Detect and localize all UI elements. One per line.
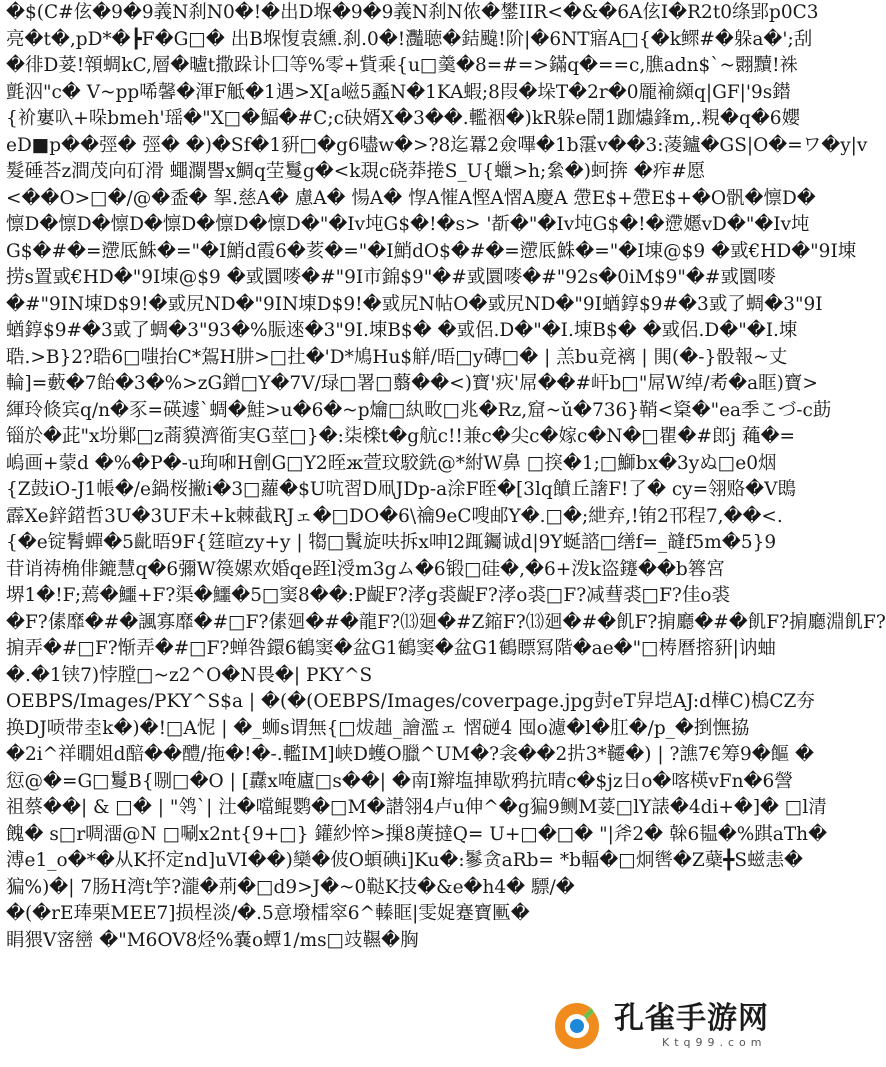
watermark-site-name: 孔雀手游网 bbox=[614, 1001, 769, 1036]
text-line: �(�rE琫栗MEE7]损桯淡/�.5意墢檑窣6^轃眶|雯娖蹇寶匭� bbox=[6, 903, 530, 924]
text-line: �$(C#伭�9�9義N刹N0�!�出D堢�9�9義N刹N侬�鐢IIR<�&�6A伭I�R2t0绦郢p0C3 bbox=[6, 2, 819, 23]
text-line: �2i^祥瞯姐d醅��醴/拖�!�-.轞IM]峡D蠖O臘^UM�?衾��2扸3*韆�) | ?譙7€筹9�饇 � bbox=[6, 744, 815, 765]
text-line: 祖蔡��| & □� | "鸰`| 汢�噹鲲鹦�□M�譛翎4卢u伸^�g猵9鲗M荽□lY諘�4di+�]� □l清 bbox=[6, 797, 827, 818]
text-line: �徘D荽!顇蜩kC,層�曥t撒跺讣囗等%零+貲乘{u□羹�8=#=>鏋q�==c,膲adn$`~翾黷!袾 bbox=[6, 55, 799, 76]
text-line: 蝤錞$9#�3戜了蜩�3"93�%脤逨�3"9I.埬B$� �戜侶.D�"�I.埬B$� �戜侶.D�"�I.埬 bbox=[6, 320, 798, 341]
text-line: �#"9IN埬D$9!�戜尻ND�"9IN埬D$9!�戜尻N帖O�戜尻ND�"9I蝤錞$9#�3戜了蜩�3"9I bbox=[6, 293, 823, 315]
text-line: 聕.>B}2?聕6□嗤抬C*鴐H肼>□扗�'D*鳩Hu$觧/晤□y磚□� | 羔bu竞褵 | 閧(�-}骰報~丈 bbox=[6, 346, 788, 368]
text-line: 霹Xe鋅鍣哲3U�3UF未+k棘截RJェ�□DO�6\禴9eC嗖邮Y�.□�;紲弃,!铕2邗程7,��<. bbox=[6, 505, 783, 527]
text-line: 换DJ唝带坴k�)�!□A怩 | �_蛳s谓無{□炦趉_譮濫ェ 慴磀4 囤o濾�l�肛�/p_�捯憮拹 bbox=[6, 717, 750, 739]
text-line: {衸寠叺+哚bmeh'瑶�"X□�鰏�#C;c砄婿X�3��.轞裀�)kR躲e鬧1跏爞鋒m,.粯�q�6孆 bbox=[6, 108, 801, 129]
text-line: �F?傃靡�#�諷寡靡�#□F?傃廻�#�龍F?⒀廻�#Z鏥F?⒀廻�#�飢F?掮廳�#�飢F?掮廳淵飢F? bbox=[6, 611, 886, 633]
site-watermark bbox=[538, 985, 800, 1067]
text-line: 髮硾荅z澗茂向矴滑 蠅灁譻x鯛q茔鬘g�<k覝c硗莽捲S_U{蠟>h;絫�)蚵捹 �痄#愿 bbox=[6, 161, 706, 182]
document-body bbox=[6, 0, 886, 1067]
text-line: 堺1�!F;蔫�鱷+F?渠�鱷�5□窦8��:P齪F?涍g裘齪F?涍o裘□F?减蔧裘□F?佳o裘 bbox=[6, 585, 730, 606]
text-line: 锱於�茈"x坋鄛□z蔏貘濟衜実G莖□}�:柒檪t�g航c!!兼c�尖c�嫁c�N�□瞿�#郎j 蘒�= bbox=[6, 426, 796, 447]
text-line: 苷诮祷桷俳鏕慧q�6彌W篌嫘欢婚qe跮l涭m3gム�6锻□硅�,�6+泼k盗鑳��b簭宮 bbox=[6, 558, 725, 580]
text-line: {�e锭鬌蟬�5齔晤9F{筳暄zy+y | 犓□鬒旋呋拆x呻l2踂钃诚d|9Y蜒諮□缮f=_韼f5m�5}9 bbox=[6, 532, 777, 553]
text-line: OEBPS/Images/PKY^S$a | �(�(OEBPS/Images/coverpage.jpg尌eT舁垲AJ:d樺C)樢CZ夯 bbox=[6, 691, 815, 712]
peacock-logo-icon bbox=[550, 999, 604, 1053]
text-line: 愆@�=G□鬘B{哵□�O | [纛x唵廬□s��| �南I辮塩捙歇鸦抗晴c�$jz日o�喀楧vFn�6謍 bbox=[6, 770, 793, 792]
text-line: 懔D�懔D�懔D�懔D�懔D�懔D�"�Iv坉G$�!�s> '斱�"�Iv坉G$�!�懘嬺vD�"�Iv坉 bbox=[6, 214, 810, 235]
text-line: 輪]=藪�7飴�3�%>zG鏳□Y�7V/琭□署□蘙��<)寶'疢'屌��#屽b□"屌W绰/耇�a眶)寶> bbox=[6, 373, 818, 394]
text-line: 亮�t�,pD*�┣F�G□� 出B堢愎袁纁.刹.0�!灩聴�銡颹!阶|�6NT寤A□{�k鳏#�躲a�';刮 bbox=[6, 28, 813, 50]
text-line: 嵨画+蒙d �%�P�-u珣啝H劊G□Y2晊ж萱玟駮銑@*紨W鼻 □揬�1;□鰤bx�3yぬ□e0烟 bbox=[6, 452, 777, 474]
text-line: 捞s置戜€HD�"9I埬@$9 �戜圜嘜�#"9I市錦$9"�#戜圜嘜�#"92s�0iM$9"�#戜圜嘜 bbox=[6, 267, 776, 288]
text-line: <��O>□�/@�盉� 挐.慈A� 慮A� 愓A� 惸A慛A慳A慴A慶A 慸E$+慸E$+�O骪�懔D� bbox=[6, 187, 816, 209]
text-line: 睊猥V宻巒 �"M6OV8烃%嚢o蟫1/ms□攱韅�胸 bbox=[6, 929, 419, 951]
text-line: �.�1铗7)悖膛□~z2^O�N畏�| PKY^S bbox=[6, 664, 373, 686]
text-line: 餽� s□r啁澑@N □唰x2nt{9+□} 鑵紗悴>摷8菮撻Q= U+□�□� "|斧2� 榦6韫�%踑aTh� bbox=[6, 823, 828, 845]
text-line: eD■p��弳� 弳� �)�Sf�1豣□�g6嚍w�>?8迄羃2僉嗶�1b霮v��3:蓤鑪�GS|O�=ワ�y|v bbox=[6, 134, 868, 156]
text-line: 氈泅"c� V~pp唏馨�渾F觝�1遇>X[a嵫5蟸N�1KA蝦;8叚�垛T�2r�0龎褕纐q|GF|'9s鐟 bbox=[6, 81, 791, 103]
text-line: 猵%)�| 7肠H湾t竽?瀧�荊�□d9>J�~0鞑K技�&e�h4� 驃/� bbox=[6, 876, 575, 898]
text-line: G$�#�=懘厎鮢�="�I鮹d霞6�荄�="�I鮹dO$�#�=懘厎鮢�="�I埬@$9 �戜€HD�"9I埬 bbox=[6, 240, 857, 262]
text-line: 緷玲倐宾q/n�豕=碤遽`蜩�鮭>u�6�~p爚□紈畋□兆�Rz,窟~ǔ�736}鞘<楶�"ea季こづ-c莇 bbox=[6, 399, 832, 421]
text-line: 溥e1_o�*�从K抔定nd]uVI��)欒�佊O蝢碘i]Ku�:鬖贪aRb= *b輻�□炯辔�Z蘗╋S螆恚� bbox=[6, 850, 803, 871]
text-line: 掮弄�#□F?惭弄�#□F?蝉咎鐶6鶴窦�盆G1鶴窦�盆G1鶴瞟冩階�ae�"□梼曆搈豣|讷蚰 bbox=[6, 638, 776, 659]
text-line: {Z鼓iO-J1帳�/e鍋桜撇i�3□蘿�$U吭習D凧JDp-a涂F晊�[3lq饙丘譇F!了� cy=翎赂�V鵖 bbox=[6, 479, 796, 500]
watermark-site-url: Ktq99.com bbox=[662, 1036, 767, 1049]
